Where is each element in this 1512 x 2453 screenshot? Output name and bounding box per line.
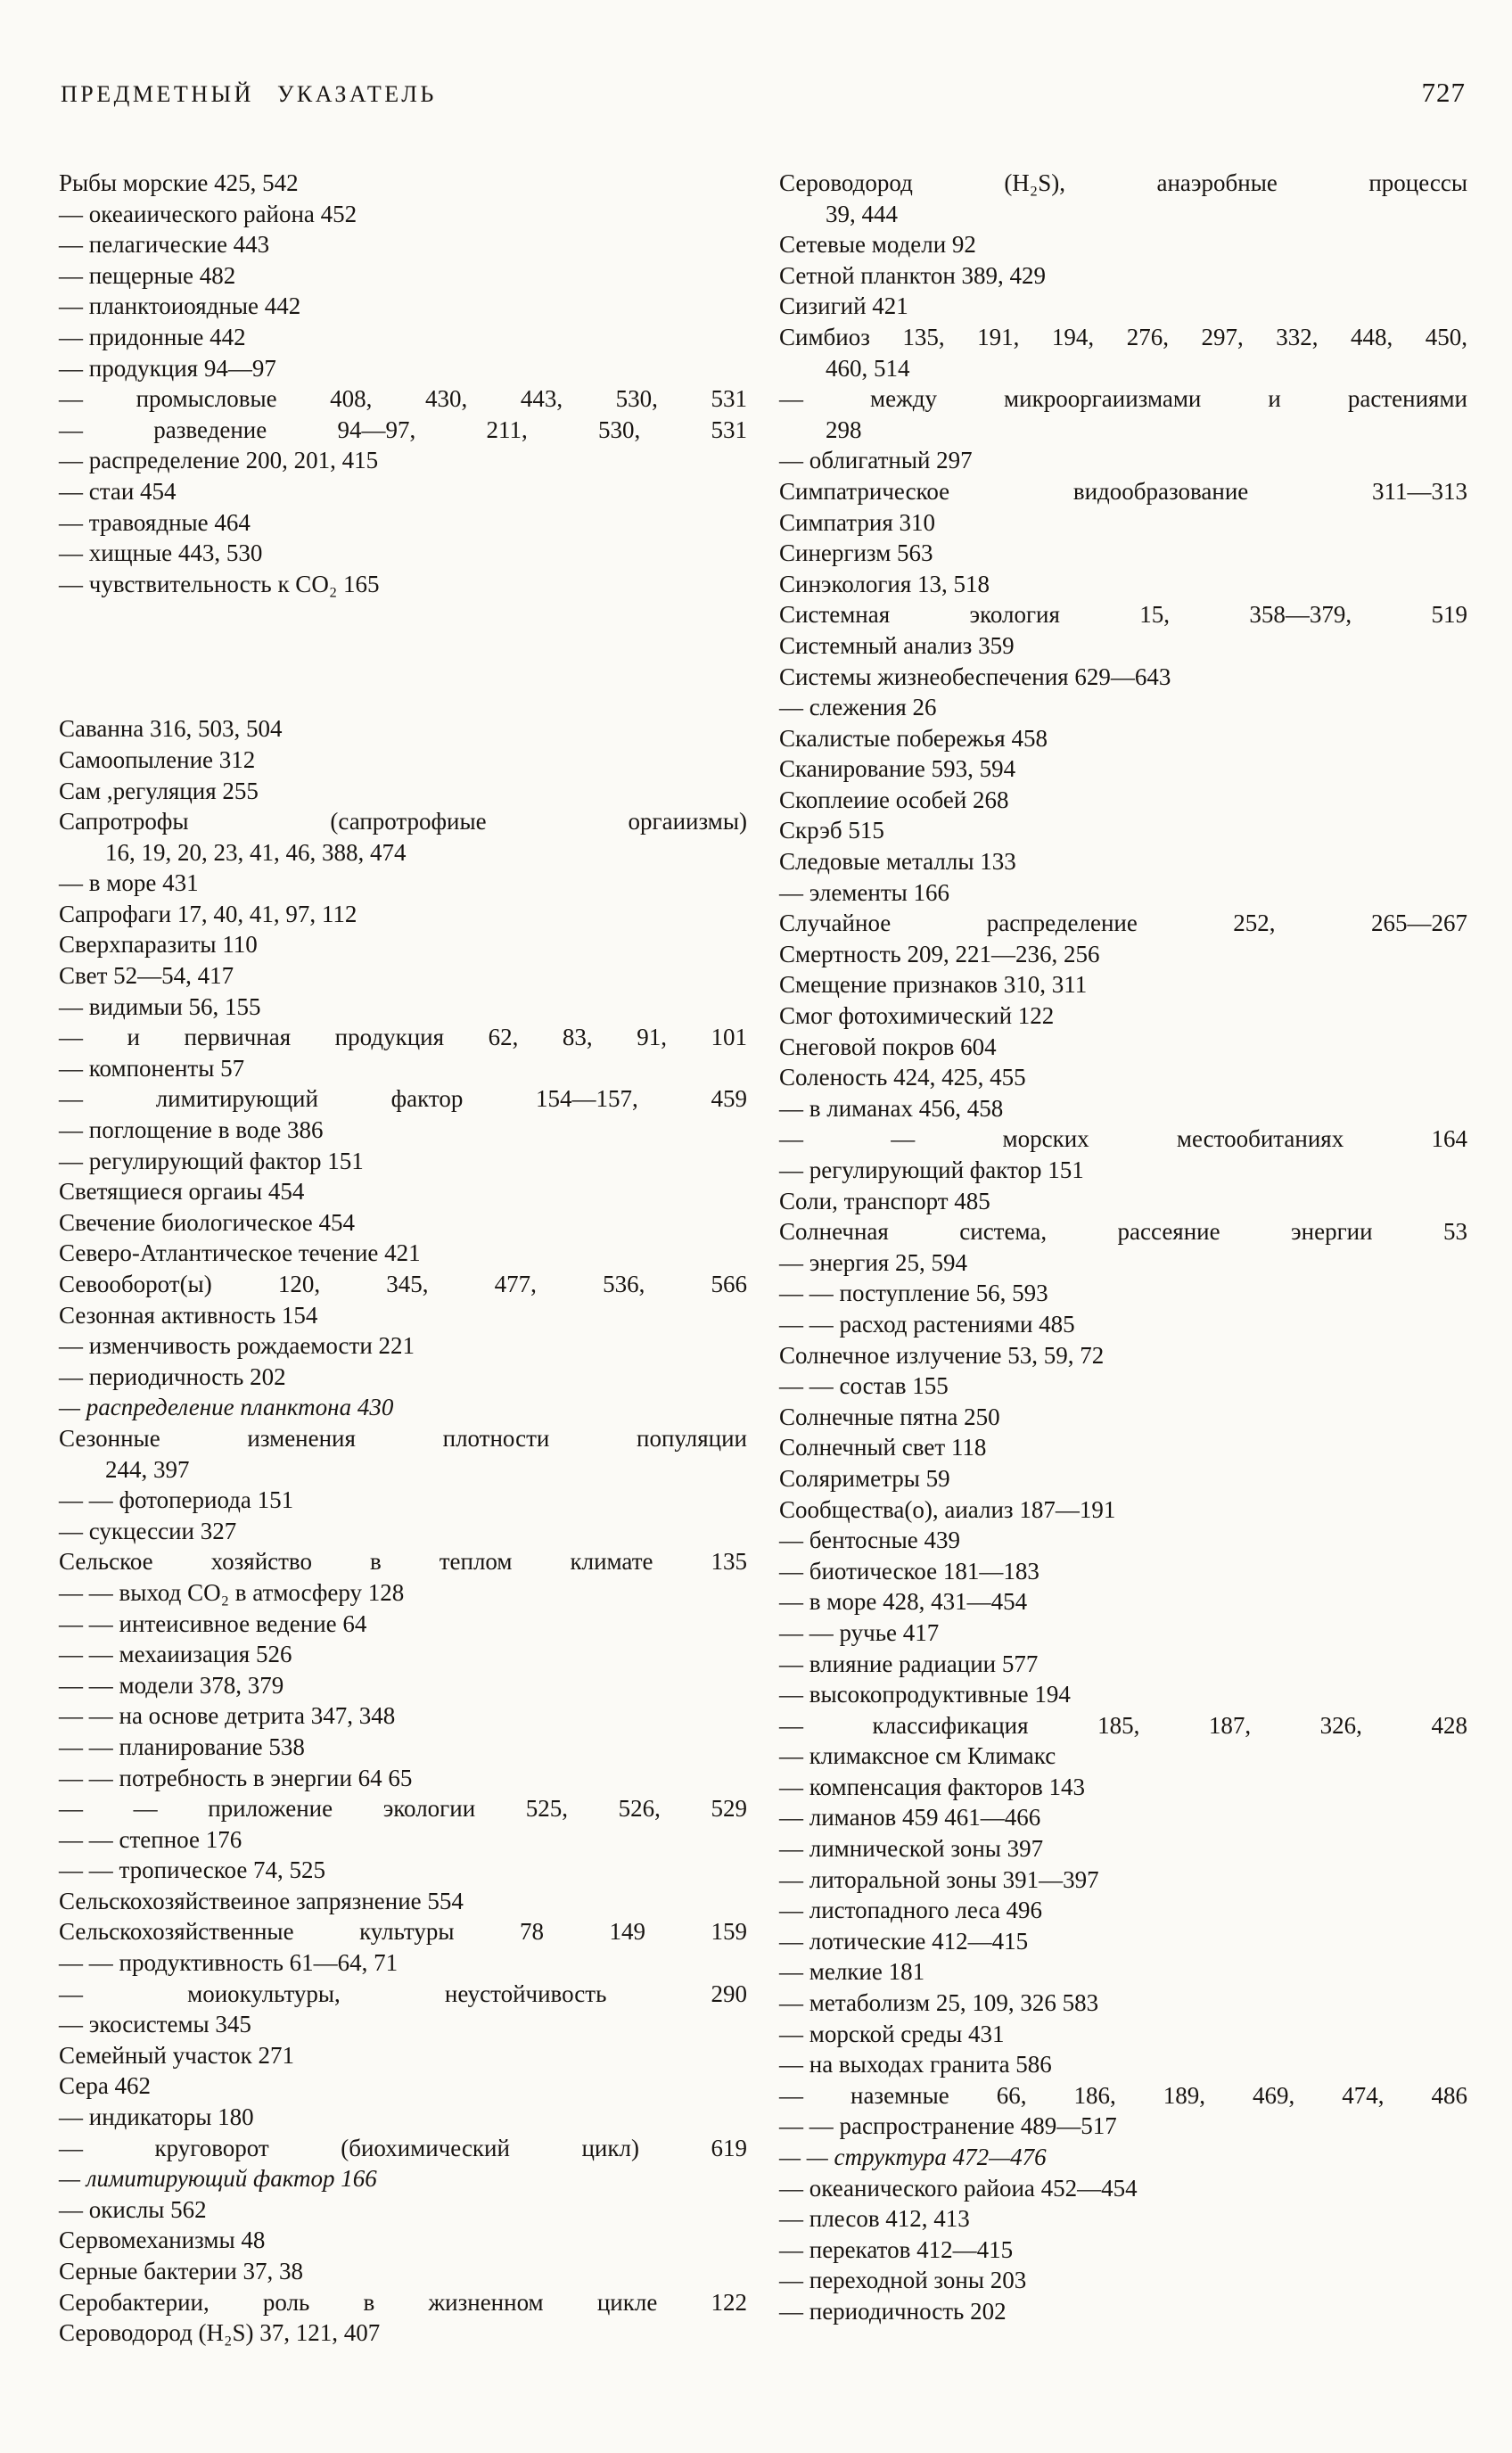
index-entry: — слежения 26	[779, 694, 937, 721]
index-entry: — пещерные 482	[59, 261, 236, 289]
index-entry: Симпатрия 310	[779, 508, 936, 536]
index-entry: Семейный участок 271	[59, 2041, 294, 2069]
index-entry: — — состав 155	[779, 1372, 949, 1400]
index-entry: — круговорот (биохимический цикл) 619	[59, 2134, 747, 2161]
index-entry: — — структура 472—476	[779, 2144, 1047, 2170]
index-entry: — — планирование 538	[59, 1733, 305, 1760]
index-entry: — облигатный 297	[779, 447, 973, 474]
index-entry: Серобактерии, роль в жизненном цикле 122	[59, 2288, 747, 2316]
index-entry: Сервомеханизмы 48	[59, 2227, 266, 2254]
index-entry: Сообщества(о), аиализ 187—191	[779, 1495, 1116, 1523]
index-entry: Рыбы морские 425, 542	[59, 169, 299, 196]
index-entry: — сукцессии 327	[59, 1517, 237, 1544]
index-entry: — наземные 66, 186, 189, 469, 474, 486	[779, 2081, 1467, 2109]
index-entry: — лимнической зоны 397	[779, 1835, 1044, 1863]
index-entry: — — фотопериода 151	[59, 1486, 294, 1514]
index-entry: — метаболизм 25, 109, 326 583	[779, 1989, 1099, 2017]
index-entry: Сера 462	[59, 2072, 152, 2100]
index-entry: Сапрофаги 17, 40, 41, 97, 112	[59, 900, 357, 927]
index-entry: Симпатрическое видообразование 311—313	[779, 477, 1467, 505]
index-entry: Самоопыление 312	[59, 745, 256, 773]
index-entry: Свечение биологическое 454	[59, 1208, 355, 1236]
index-entry: Сизигий 421	[779, 292, 908, 320]
index-entry: Солнечные пятна 250	[779, 1403, 1000, 1430]
index-entry: Сетной планктон 389, 429	[779, 261, 1047, 289]
page-number: 727	[1421, 77, 1466, 108]
index-entry: — — ручье 417	[779, 1618, 940, 1646]
index-entry: — травоядные 464	[59, 508, 251, 536]
left-column	[59, 168, 747, 2349]
index-entry: Сетевые модели 92	[779, 231, 976, 259]
index-entry: Севооборот(ы) 120, 345, 477, 536, 566	[59, 1271, 747, 1297]
index-entry: Скоплеиие особей 268	[779, 786, 1009, 813]
index-entry: — чувствительность к CO₂ 165	[59, 570, 380, 597]
index-entry: — в море 431	[59, 869, 199, 897]
index-entry: — окислы 562	[59, 2195, 207, 2223]
index-entry: 16, 19, 20, 23, 41, 46, 388, 474	[105, 838, 407, 866]
page-header	[61, 77, 1466, 109]
index-entry: — климаксное см Климакс	[779, 1742, 1056, 1770]
index-entry: — лимитирующий фактор 166	[59, 2165, 377, 2193]
index-entry: — пелагические 443	[59, 231, 270, 259]
index-entry: — энергия 25, 594	[779, 1248, 967, 1276]
index-entry: Синергизм 563	[779, 539, 933, 567]
index-entry: — перекатов 412—415	[779, 2235, 1014, 2263]
index-entry: — лимитирующий фактор 154—157, 459	[59, 1085, 747, 1113]
index-entry: Системный анализ 359	[779, 631, 1015, 659]
index-entry: Следовые металлы 133	[779, 848, 1016, 876]
index-entry: Серные бактерии 37, 38	[59, 2258, 304, 2284]
index-entry: Солнечная система, рассеяние энергии 53	[779, 1218, 1467, 1246]
index-entry: 244, 397	[105, 1455, 190, 1483]
index-entry: — и первичная продукция 62, 83, 91, 101	[59, 1024, 747, 1051]
index-entry: — на выходах гранита 586	[779, 2051, 1052, 2078]
index-entry: — видимыи 56, 155	[59, 992, 261, 1020]
index-entry: Солнечный свет 118	[779, 1434, 987, 1461]
index-entry: — продукция 94—97	[59, 354, 276, 382]
index-entry: Скрэб 515	[779, 817, 884, 844]
index-entry: — — тропическое 74, 525	[59, 1856, 326, 1884]
index-entry: — разведение 94—97, 211, 530, 531	[59, 416, 747, 443]
index-entry: — морской среды 431	[779, 2020, 1005, 2047]
index-entry: — компенсация факторов 143	[779, 1773, 1085, 1800]
index-entry: — бентосные 439	[779, 1527, 960, 1554]
index-entry: 460, 514	[826, 354, 910, 382]
index-entry: — периодичность 202	[59, 1362, 286, 1390]
index-entry: — — морских местообитаниях 164	[779, 1125, 1467, 1153]
index-entry: — биотическое 181—183	[779, 1557, 1040, 1585]
index-entry: — промысловые 408, 430, 443, 530, 531	[59, 385, 747, 413]
index-entry: Соляриметры 59	[779, 1464, 950, 1492]
index-entry: — в лиманах 456, 458	[779, 1094, 1004, 1122]
index-entry: — — выход CO₂ в атмосферу 128	[59, 1578, 405, 1606]
index-entry: — лотические 412—415	[779, 1927, 1029, 1955]
index-entry: — индикаторы 180	[59, 2103, 254, 2131]
index-entry: — лиманов 459 461—466	[779, 1804, 1041, 1832]
index-entry: — — продуктивность 61—64, 71	[59, 1949, 399, 1977]
index-entry: — планктоиоядные 442	[59, 292, 301, 320]
index-entry: — переходной зоны 203	[779, 2267, 1027, 2294]
index-entry: — влияние радиации 577	[779, 1650, 1039, 1677]
index-entry: — элементы 166	[779, 878, 950, 906]
index-entry: Северо-Атлантическое течение 421	[59, 1239, 421, 1267]
index-entry: — — поступление 56, 593	[779, 1280, 1048, 1307]
index-entry: — — потребность в энергии 64 65	[59, 1764, 413, 1791]
index-entry: 39, 444	[826, 200, 898, 227]
index-entry: — классификация 185, 187, 326, 428	[779, 1711, 1467, 1739]
index-entry: — — мехаиизация 526	[59, 1641, 292, 1668]
index-entry: — компоненты 57	[59, 1054, 245, 1082]
right-column	[779, 168, 1467, 2349]
index-columns	[59, 168, 1467, 2349]
index-entry: — — расход растениями 485	[779, 1310, 1075, 1338]
index-entry: Сельскохозяйственные культуры 78 149 159	[59, 1918, 747, 1946]
index-entry: Смог фотохимический 122	[779, 1002, 1055, 1030]
index-entry: — — приложение экологии 525, 526, 529	[59, 1795, 747, 1823]
index-entry: — моиокультуры, неустойчивость 290	[59, 1980, 747, 2007]
index-entry: Сапротрофы (сапротрофиые оргаиизмы)	[59, 808, 747, 836]
index-entry: Сканирование 593, 594	[779, 755, 1016, 783]
index-entry: — — распространение 489—517	[779, 2112, 1117, 2140]
index-entry: — распределение планктона 430	[59, 1394, 394, 1421]
index-entry: — океанического райоиа 452—454	[779, 2174, 1138, 2202]
index-entry: — поглощение в воде 386	[59, 1116, 324, 1144]
index-entry: Смещение признаков 310, 311	[779, 971, 1088, 999]
index-entry: Снеговой покров 604	[779, 1033, 997, 1060]
index-entry: Сероводород (H₂S) 37, 121, 407	[59, 2319, 381, 2347]
index-entry: Сверхпаразиты 110	[59, 931, 258, 959]
index-entry: — — степное 176	[59, 1825, 242, 1853]
index-entry: 298	[826, 416, 862, 443]
index-entry: Саванна 316, 503, 504	[59, 715, 283, 743]
index-entry: — литоральной зоны 391—397	[779, 1865, 1099, 1893]
index-entry: Симбиоз 135, 191, 194, 276, 297, 332, 448, 450,	[779, 323, 1467, 350]
running-title: ПРЕДМЕТНЫЙ УКАЗАТЕЛЬ	[61, 81, 437, 107]
index-entry: — — интеисивное ведение 64	[59, 1609, 367, 1637]
index-entry: Светящиеся оргаиы 454	[59, 1178, 305, 1206]
index-entry: Смертность 209, 221—236, 256	[779, 940, 1100, 967]
index-entry: Сельское хозяйство в теплом климате 135	[59, 1548, 747, 1576]
index-entry: Системная экология 15, 358—379, 519	[779, 601, 1467, 629]
index-entry: — придонные 442	[59, 323, 246, 350]
index-entry: Сероводород (H₂S), анаэробные процессы	[779, 169, 1467, 196]
index-entry: — хищные 443, 530	[59, 539, 263, 567]
index-entry: — в море 428, 431—454	[779, 1588, 1028, 1616]
index-entry: — высокопродуктивные 194	[779, 1681, 1071, 1708]
index-entry: Сезонная активность 154	[59, 1301, 318, 1329]
index-entry: — океаиического района 452	[59, 200, 357, 227]
index-entry: Сам ,регуляция 255	[59, 777, 259, 804]
index-entry: Скалистые побережья 458	[779, 724, 1048, 752]
index-entry: — экосистемы 345	[59, 2011, 251, 2038]
index-entry: — мелкие 181	[779, 1958, 925, 1986]
index-entry: — — на основе детрита 347, 348	[59, 1702, 396, 1730]
index-entry: Соли, транспорт 485	[779, 1187, 990, 1214]
index-entry: Системы жизнеобеспечения 629—643	[779, 663, 1171, 690]
index-entry: Соленость 424, 425, 455	[779, 1064, 1026, 1091]
index-entry: — изменчивость рождаемости 221	[59, 1332, 415, 1360]
index-entry: — регулирующий фактор 151	[59, 1147, 364, 1174]
column-gap	[59, 599, 747, 713]
index-entry: — — модели 378, 379	[59, 1671, 284, 1699]
index-entry: — между микрооргаиизмами и растениями	[779, 385, 1467, 413]
index-entry: Синэкология 13, 518	[779, 570, 990, 597]
index-entry: Свет 52—54, 417	[59, 962, 234, 990]
index-entry: Сельскохозяйствеиное запрязнение 554	[59, 1887, 464, 1914]
index-entry: Случайное распределение 252, 265—267	[779, 910, 1467, 937]
index-entry: — распределение 200, 201, 415	[59, 447, 379, 474]
index-entry: — регулирующий фактор 151	[779, 1157, 1084, 1183]
index-entry: — периодичность 202	[779, 2297, 1007, 2325]
index-entry: Сезонные изменения плотности популяции	[59, 1424, 747, 1452]
index-entry: — плесов 412, 413	[779, 2205, 970, 2233]
index-entry: — стаи 454	[59, 477, 177, 505]
index-entry: Солнечное излучение 53, 59, 72	[779, 1341, 1105, 1369]
index-entry: — листопадного леса 496	[779, 1897, 1043, 1924]
